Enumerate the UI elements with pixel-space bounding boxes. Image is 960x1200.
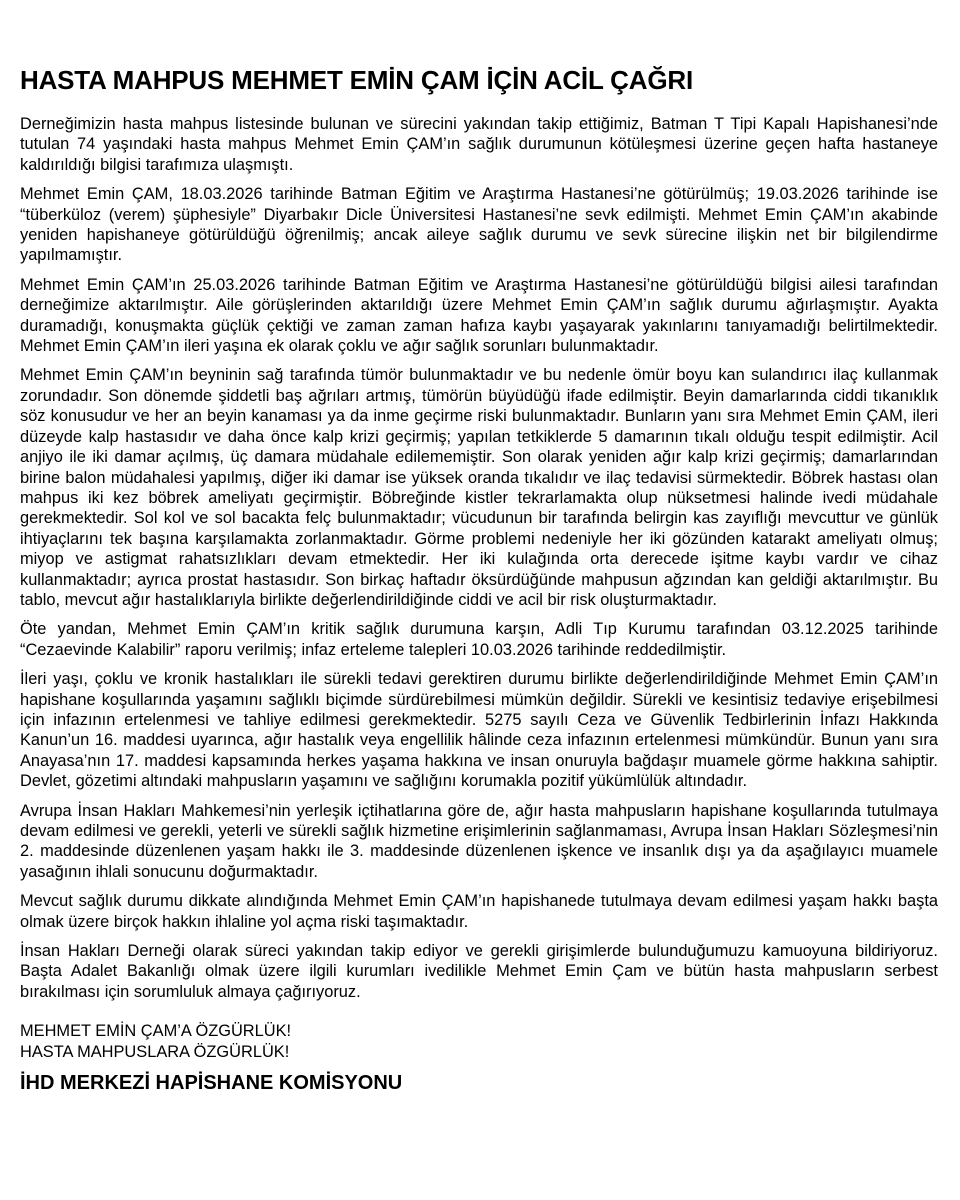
page-title: HASTA MAHPUS MEHMET EMİN ÇAM İÇİN ACİL ÇAĞRI [20,65,693,95]
paragraph-legal-basis: İleri yaşı, çoklu ve kronik hastalıkları ile sürekli tedavi gerektiren durumu birlikte değerlendirildiğinde Mehmet Emin ÇAM’ın hapishane koşullarında yaşamını sağlıklı biçimde sürdürebilmesi mümkün değildir. Sürekli ve kesintisiz tedaviye erişebilmesi için infazının ertelenmesi ve tahliye edilmesi gerekmektedir. 5275 sayılı Ceza ve Güvenlik Tedbirlerinin İnfazı Hakkında Kanun’un 16. maddesi uyarınca, ağır hastalık veya engellilik hâlinde ceza infazının ertelenmesi mümkündür. Bunun yanı sıra Anayasa’nın 17. maddesi kapsamında herkes yaşama hakkına ve insan onuruyla bağdaşır muamele görme hakkına sahiptir. Devlet, gözetimi altındaki mahpusların yaşamını ve sağlığını korumakla pozitif yükümlülük altındadır. [20,670,938,791]
statement-body [20,114,938,1002]
slogan-line: MEHMET EMİN ÇAM’A ÖZGÜRLÜK! [20,1022,292,1041]
paragraph-call-to-action: İnsan Hakları Derneği olarak süreci yakından takip ediyor ve gerekli girişimlerde bulunduğumuzu kamuoyuna bildiriyoruz. Başta Adalet Bakanlığı olmak üzere ilgili kurumları ivedilikle Mehmet Emin Çam ve bütün hasta mahpusların serbest bırakılması için sorumluluk almaya çağırıyoruz. [20,942,938,1001]
paragraph-family-report: Mehmet Emin ÇAM’ın 25.03.2026 tarihinde Batman Eğitim ve Araştırma Hastanesi’ne götürüldüğü bilgisi ailesi tarafından derneğimize aktarılmıştır. Aile görüşlerinden aktarıldığı üzere Mehmet Emin ÇAM’ın sağlık durumu ağırlaşmıştır. Ayakta duramadığı, konuşmakta güçlük çektiği ve zaman zaman hafıza kaybı yaşayarak yakınlarını tanıyamadığı belirtilmektedir. Mehmet Emin ÇAM’ın ileri yaşına ek olarak çoklu ve ağır sağlık sorunları bulunmaktadır. [20,275,938,356]
paragraph-echr: Avrupa İnsan Hakları Mahkemesi’nin yerleşik içtihatlarına göre de, ağır hasta mahpusların hapishane koşullarında tutulmaya devam edilmesi ve gerekli, yeterli ve sürekli sağlık hizmetine erişimlerinin sağlanmaması, Avrupa İnsan Hakları Sözleşmesi’nin 2. maddesinde düzenlenen yaşam hakkı ile 3. maddesinde düzenlenen işkence ve insanlık dışı ya da aşağılayıcı muamele yasağının ihlali sonucunu doğurmaktadır. [20,801,938,881]
paragraph-hospital-transfers: Mehmet Emin ÇAM, 18.03.2026 tarihinde Batman Eğitim ve Araştırma Hastanesi’ne götürülmüş; 19.03.2026 tarihinde ise “tüberküloz (verem) şüphesiyle” Diyarbakır Dicle Üniversitesi Hastanesi’ne sevk edilmişti. Mehmet Emin ÇAM’ın akabinde yeniden hapishaneye götürüldüğü öğrenilmiş; ancak aileye sağlık durumu ve sevk sürecine ilişkin net bir bilgilendirme yapılmamıştır. [20,185,938,265]
paragraph-risk: Mevcut sağlık durumu dikkate alındığında Mehmet Emin ÇAM’ın hapishanede tutulmaya devam edilmesi yaşam hakkı başta olmak üzere birçok hakkın ihlaline yol açma riski taşımaktadır. [20,892,938,931]
paragraph-forensic-report: Öte yandan, Mehmet Emin ÇAM’ın kritik sağlık durumuna karşın, Adli Tıp Kurumu tarafından 03.12.2025 tarihinde “Cezaevinde Kalabilir” raporu verilmiş; infaz erteleme talepleri 10.03.2026 tarihinde reddedilmiştir. [20,620,938,659]
signature: İHD MERKEZİ HAPİSHANE KOMİSYONU [20,1072,403,1095]
slogan-line: HASTA MAHPUSLARA ÖZGÜRLÜK! [20,1042,290,1061]
paragraph-intro: Derneğimizin hasta mahpus listesinde bulunan ve sürecini yakından takip ettiğimiz, Batman T Tipi Kapalı Hapishanesi’nde tutulan 74 yaşındaki hasta mahpus Mehmet Emin ÇAM’ın sağlık durumunun kötüleşmesi üzerine geçen hafta hastaneye kaldırıldığı bilgisi tarafımıza ulaşmıştı. [20,115,938,174]
paragraph-medical-conditions: Mehmet Emin ÇAM’ın beyninin sağ tarafında tümör bulunmaktadır ve bu nedenle ömür boyu kan sulandırıcı ilaç kullanmak zorundadır. Son dönemde şiddetli baş ağrıları artmış, tümörün büyüdüğü ifade edilmiştir. Beyin damarlarında ciddi tıkanıklık söz konusudur ve her an beyin kanaması ya da inme geçirme riski bulunmaktadır. Bunların yanı sıra Mehmet Emin ÇAM, ileri düzeyde kalp hastasıdır ve daha önce kalp krizi geçirmiş; yapılan tetkiklerde 5 damarının tıkalı olduğu tespit edilmiştir. Acil anjiyo ile iki damar açılmış, üç damara müdahale edilememiştir. Son olarak yeniden ağır kalp krizi geçirmiş; damarlarından birine balon müdahalesi yapılmış, diğer iki damar ise yüksek oranda tıkalıdır ve ilaç tedavisi sürmektedir. Böbrek hastası olan mahpus iki kez böbrek ameliyatı geçirmiştir. Böbreğinde kistler tekrarlamakta olup nüksetmesi halinde ivedi müdahale gerekmektedir. Sol kol ve sol bacakta felç bulunmaktadır; vücudunun bir tarafında belirgin kas zayıflığı mevcuttur ve günlük ihtiyaçlarını tek başına karşılamakta zorlanmaktadır. Görme problemi nedeniyle her iki gözünden katarakt ameliyatı olmuş; miyop ve astigmat rahatsızlıkları devam etmektedir. Her iki kulağında orta derecede işitme kaybı vardır ve cihaz kullanmaktadır; ayrıca prostat hastasıdır. Son birkaç haftadır öksürdüğünde mahpusun ağzından kan geldiği aktarılmıştır. Bu tablo, mevcut ağır hastalıklarıyla birlikte değerlendirildiğinde ciddi ve acil bir risk oluşturmaktadır. [20,366,938,609]
slogans [20,1021,938,1062]
